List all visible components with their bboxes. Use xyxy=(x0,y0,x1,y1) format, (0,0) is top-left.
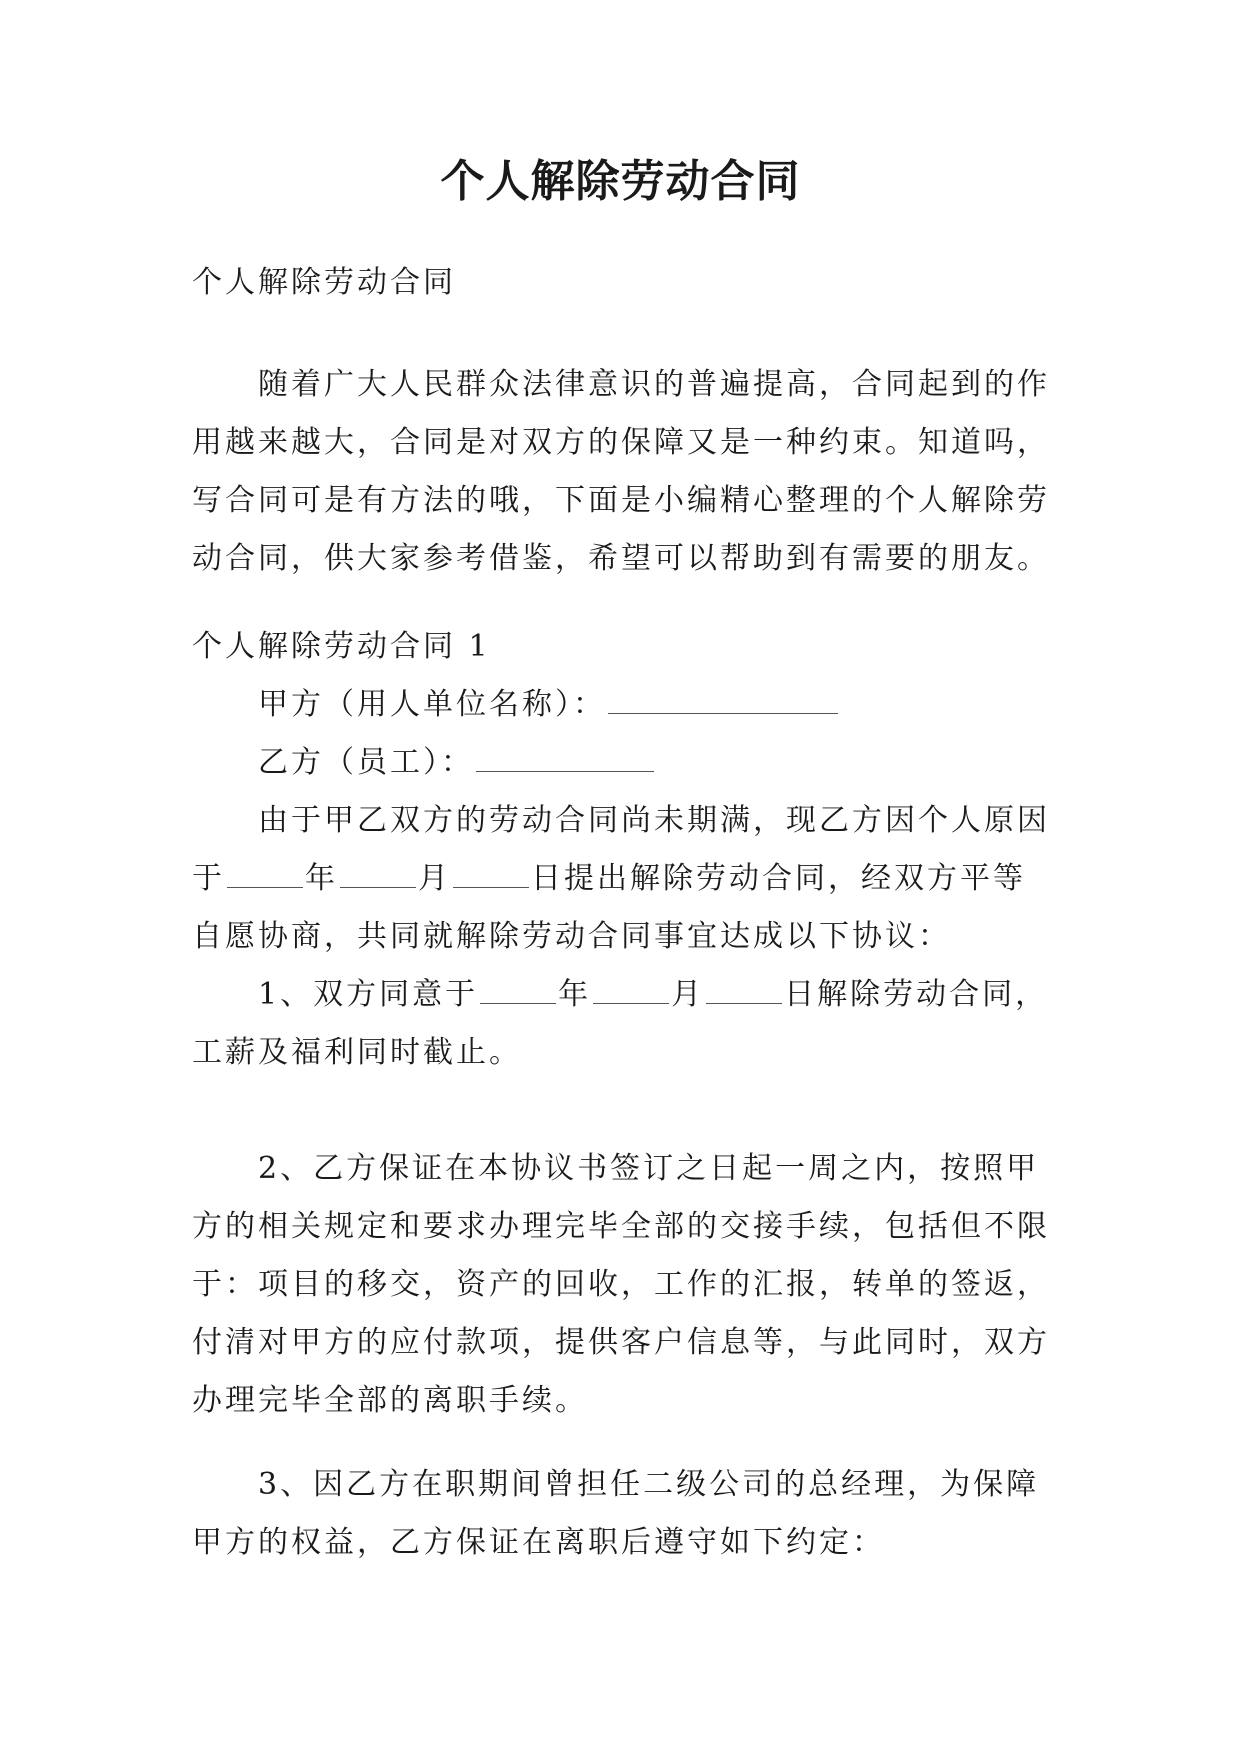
intro-line: 用越来越大，合同是对双方的保障又是一种约束。知道吗， xyxy=(192,425,1050,460)
section-heading: 个人解除劳动合同 1 xyxy=(192,629,491,664)
clause-3 xyxy=(192,1456,1062,1572)
year-blank xyxy=(227,861,303,888)
clause-2-line: 2、乙方保证在本协议书签订之日起一周之内，按照甲 xyxy=(258,1151,1040,1186)
document-title: 个人解除劳动合同 xyxy=(440,156,801,207)
intro-paragraph xyxy=(192,356,1062,588)
clause-3-line: 甲方的权益，乙方保证在离职后遵守如下约定： xyxy=(192,1525,885,1560)
intro-line: 动合同，供大家参考借鉴，希望可以帮助到有需要的朋友。 xyxy=(192,541,1050,576)
clause-2-line: 于：项目的移交，资产的回收，工作的汇报，转单的签返， xyxy=(192,1267,1050,1302)
party-b-line xyxy=(192,734,1062,792)
clause-1-suffix: 日解除劳动合同， xyxy=(784,977,1049,1012)
month-label: 月 xyxy=(671,977,705,1012)
clause-1-prefix: 1、双方同意于 xyxy=(258,977,479,1012)
subtitle-text: 个人解除劳动合同 xyxy=(192,265,456,300)
clause-1-line2: 工薪及福利同时截止。 xyxy=(192,1035,522,1070)
party-b-label: 乙方（员工）： xyxy=(258,745,474,780)
reason-prefix: 于 xyxy=(192,861,225,896)
party-a-label: 甲方（用人单位名称）： xyxy=(258,687,606,722)
day-blank xyxy=(453,861,529,888)
section-1 xyxy=(192,618,1062,1082)
party-a-line xyxy=(192,676,1062,734)
clause-2 xyxy=(192,1140,1062,1430)
clause-2-line: 付清对甲方的应付款项，提供客户信息等，与此同时，双方 xyxy=(192,1325,1050,1360)
reason-line: 自愿协商，共同就解除劳动合同事宜达成以下协议： xyxy=(192,919,951,954)
day-blank xyxy=(706,977,782,1004)
clause-2-line: 办理完毕全部的离职手续。 xyxy=(192,1383,588,1418)
party-b-blank xyxy=(476,745,654,772)
reason-line-date xyxy=(192,850,1062,908)
reason-suffix: 日提出解除劳动合同，经双方平等 xyxy=(531,861,1026,896)
year-label: 年 xyxy=(558,977,592,1012)
year-label: 年 xyxy=(305,861,338,896)
month-blank xyxy=(593,977,669,1004)
party-a-blank xyxy=(608,687,838,714)
year-blank xyxy=(480,977,556,1004)
document-subtitle xyxy=(192,254,1062,312)
intro-line: 写合同可是有方法的哦，下面是小编精心整理的个人解除劳 xyxy=(192,483,1050,518)
clause-2-line: 方的相关规定和要求办理完毕全部的交接手续，包括但不限 xyxy=(192,1209,1050,1244)
clause-1-line xyxy=(192,966,1062,1024)
month-blank xyxy=(340,861,416,888)
month-label: 月 xyxy=(418,861,451,896)
intro-line: 随着广大人民群众法律意识的普遍提高，合同起到的作 xyxy=(258,367,1050,402)
reason-line: 由于甲乙双方的劳动合同尚未期满，现乙方因个人原因 xyxy=(258,803,1050,838)
clause-3-line: 3、因乙方在职期间曾担任二级公司的总经理，为保障 xyxy=(258,1467,1040,1502)
